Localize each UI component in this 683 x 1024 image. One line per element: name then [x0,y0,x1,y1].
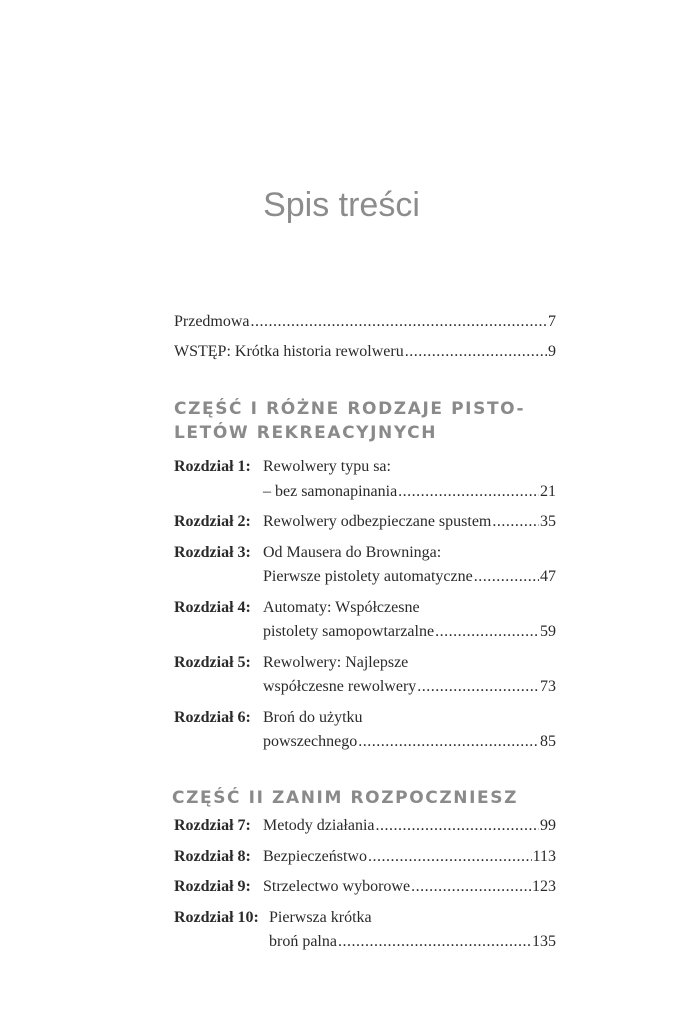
part-1-heading-line-2: LETÓW REKREACYJNYCH [174,423,438,443]
page-title: Spis treści [263,186,420,224]
chapter-label: Rozdział 4: [174,599,251,616]
toc-entry-chapter-7[interactable] [174,815,556,837]
chapter-title-cont: – bez samonapinania [263,483,398,500]
dot-leader [405,341,547,363]
toc-page-number: 135 [532,933,556,950]
toc-entry-chapter-5-cont[interactable] [263,676,556,698]
chapter-title-cont: pistolety samopowtarzalne [263,623,435,640]
toc-entry-przedmowa[interactable] [174,311,556,333]
toc-page-number: 21 [540,483,556,500]
dot-leader [398,481,539,503]
toc-page-number: 123 [532,878,556,895]
chapter-title-cont: powszechnego [263,733,358,750]
chapter-label: Rozdział 10: [174,909,259,926]
chapter-label: Rozdział 3: [174,544,251,561]
toc-page-number: 7 [548,313,556,330]
chapter-title: Metody działania [263,817,375,834]
chapter-label: Rozdział 8: [174,848,251,865]
toc-entry-chapter-9[interactable] [174,876,556,898]
toc-entry-wstep[interactable] [174,341,556,363]
chapter-label: Rozdział 6: [174,709,251,726]
toc-entry-chapter-1-cont[interactable] [263,481,556,503]
toc-page-number: 99 [540,817,556,834]
dot-leader [411,876,531,898]
chapter-title-cont: broń palna [269,933,337,950]
chapter-label: Rozdział 5: [174,654,251,671]
toc-entry-chapter-3[interactable] [174,542,556,564]
toc-entry-chapter-10[interactable] [174,907,556,929]
dot-leader [358,731,539,753]
toc-entry-chapter-10-cont[interactable] [269,931,556,953]
dot-leader [435,621,539,643]
toc-entry-chapter-1[interactable] [174,456,556,478]
toc-page-number: 73 [540,678,556,695]
toc-entry-chapter-6[interactable] [174,707,556,729]
toc-page-number: 113 [532,848,556,865]
toc-entry-chapter-4-cont[interactable] [263,621,556,643]
dot-leader [368,846,532,868]
chapter-title: Strzelectwo wyborowe [263,878,411,895]
chapter-title: Broń do użytku [263,709,363,726]
chapter-title-cont: współczesne rewolwery [263,678,417,695]
toc-entry-chapter-3-cont[interactable] [263,566,556,588]
chapter-title: Rewolwery typu sa: [263,458,391,475]
chapter-title: Rewolwery odbezpieczane spustem [263,513,492,530]
dot-leader [251,311,547,333]
chapter-title: Automaty: Współczesne [263,599,420,616]
chapter-label: Rozdział 2: [174,513,251,530]
table-of-contents [174,0,556,1024]
toc-page-number: 9 [548,343,556,360]
dot-leader [474,566,539,588]
toc-page-number: 85 [540,733,556,750]
chapter-title-cont: Pierwsze pistolety automatyczne [263,568,473,585]
chapter-title: Bezpieczeństwo [263,848,367,865]
toc-page-number: 59 [540,623,556,640]
toc-entry-chapter-2[interactable] [174,511,556,533]
toc-entry-chapter-4[interactable] [174,597,556,619]
toc-entry-label: Przedmowa [174,313,250,330]
chapter-label: Rozdział 1: [174,458,251,475]
dot-leader [492,511,539,533]
toc-entry-chapter-8[interactable] [174,846,556,868]
chapter-label: Rozdział 9: [174,878,251,895]
dot-leader [417,676,539,698]
part-1-heading-line-1: CZĘŚĆ I RÓŻNE RODZAJE PISTO- [174,399,526,419]
toc-entry-label: WSTĘP: Krótka historia rewolweru [174,343,404,360]
chapter-label: Rozdział 7: [174,817,251,834]
chapter-title: Od Mausera do Browninga: [263,544,442,561]
chapter-title: Rewolwery: Najlepsze [263,654,409,671]
toc-page-number: 47 [540,568,556,585]
dot-leader [338,931,531,953]
chapter-title: Pierwsza krótka [269,909,372,926]
part-2-heading: CZĘŚĆ II ZANIM ROZPOCZNIESZ [172,788,519,808]
dot-leader [376,815,539,837]
toc-entry-chapter-5[interactable] [174,652,556,674]
toc-entry-chapter-6-cont[interactable] [263,731,556,753]
toc-page-number: 35 [540,513,556,530]
